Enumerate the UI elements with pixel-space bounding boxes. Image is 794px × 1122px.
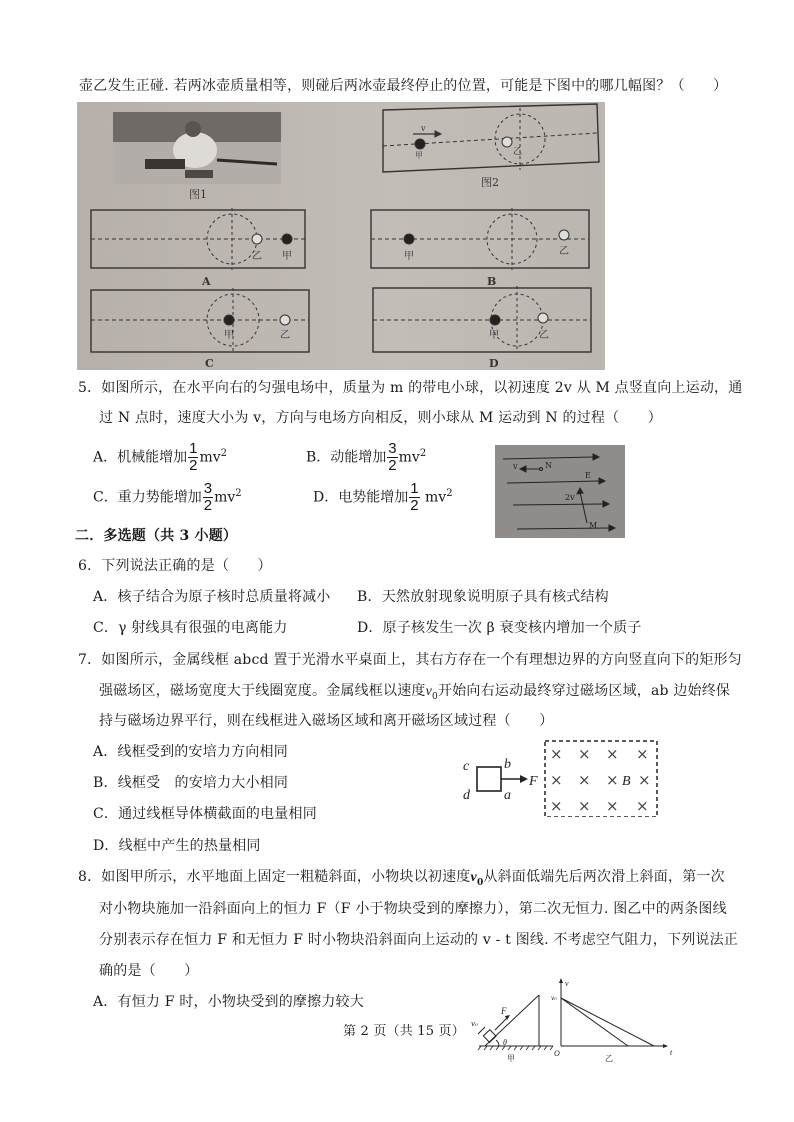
field-cross-icon: ×: [638, 771, 651, 789]
field-cross-icon: ×: [636, 797, 649, 815]
field-cross-icon: ×: [606, 771, 619, 789]
fig2-yi-label: 乙: [513, 147, 523, 157]
fig2-caption: 图2: [481, 176, 499, 189]
electric-field-figure: [495, 445, 625, 538]
figure-jia-caption: 甲: [507, 1054, 515, 1063]
q8-stem-line4: 确的是（ ）: [99, 963, 199, 979]
q5-option-d: D．电势能增加 $\frac{1}{2}$ $mv^2$: [313, 480, 453, 514]
fig-label-e: E: [585, 471, 591, 480]
q7-stem-line3: 持与磁场边界平行，则在线框进入磁场区域和离开磁场区域过程（ ）: [99, 713, 554, 729]
incline-v0-label: v₀: [471, 1020, 478, 1028]
fraction: $\frac{3}{2}$: [203, 480, 213, 514]
force-f-label: F: [529, 774, 538, 789]
field-cross-icon: ×: [550, 745, 563, 763]
q5-option-a: A．机械能增加 $\frac{1}{2}$ $mv^2$: [93, 440, 228, 474]
vt-t-axis-label: t: [670, 1048, 673, 1057]
incline-vt-figure: [465, 978, 700, 1064]
incline-force-label: F: [501, 1006, 507, 1016]
section-title-multiple-choice: 二．多选题（共 3 小题）: [75, 528, 238, 544]
q8-stem-line3: 分别表示存在恒力 F 和无恒力 F 时小物块沿斜面向上运动的 v - t 图线. 不考虑空气阻力，下列说法正: [99, 932, 738, 948]
corner-c: c: [463, 759, 470, 774]
q7-option-a: A．线框受到的安培力方向相同: [93, 744, 288, 760]
coil-field-diagram: [460, 737, 660, 817]
q8-stem-line1: 8．如图甲所示，水平地面上固定一粗糙斜面，小物块以初速度$v_0$从斜面低端先后两次滑上斜面，第一次: [78, 869, 725, 888]
fraction: $\frac{1}{2}$: [189, 440, 198, 474]
fig-label-m: M: [589, 521, 598, 530]
corner-b: b: [504, 757, 511, 772]
q6-option-a: A．核子结合为原子核时总质量将减小: [93, 589, 331, 605]
panel-b-yi: 乙: [559, 246, 569, 257]
panel-c-label: C: [205, 357, 214, 370]
panel-d-jia: 甲: [489, 330, 499, 341]
corner-a: a: [504, 788, 511, 803]
curling-figure: [77, 102, 605, 370]
vt-v-axis-label: v: [565, 979, 569, 988]
q6-stem: 6．下列说法正确的是（ ）: [78, 558, 272, 574]
field-cross-icon: ×: [578, 771, 591, 789]
panel-a-yi: 乙: [252, 251, 262, 262]
field-cross-icon: ×: [578, 745, 591, 763]
fig-label-v: v: [513, 462, 518, 471]
field-cross-icon: ×: [578, 797, 591, 815]
q6-option-c: C．γ 射线具有很强的电离能力: [93, 620, 288, 636]
field-b-label: B: [622, 774, 631, 789]
fig1-caption: 图1: [189, 188, 207, 201]
field-cross-icon: ×: [606, 797, 619, 815]
incline-and-vt-graph: [465, 978, 700, 1064]
q7-stem-line1: 7．如图所示，金属线框 abcd 置于光滑水平桌面上，其右方存在一个有理想边界的方向竖直向下的矩形匀: [78, 652, 742, 668]
curling-photo: [113, 112, 281, 184]
q4-stem-tail: 壶乙发生正碰. 若两冰壶质量相等，则碰后两冰壶最终停止的位置，可能是下图中的哪几幅图？（ ）: [79, 78, 728, 94]
fig2-velocity-label: v: [421, 124, 426, 133]
magnetic-field-figure: [460, 737, 660, 817]
q6-option-b: B．天然放射现象说明原子具有核式结构: [357, 589, 609, 605]
panel-c-jia: 甲: [224, 330, 234, 341]
q5-option-c: C．重力势能增加 $\frac{3}{2}$ $mv^2$: [93, 480, 242, 514]
field-cross-icon: ×: [550, 797, 563, 815]
q8-option-a: A．有恒力 F 时，小物块受到的摩擦力较大: [93, 994, 364, 1010]
field-cross-icon: ×: [606, 745, 619, 763]
field-cross-icon: ×: [636, 745, 649, 763]
panel-a-label: A: [202, 275, 211, 288]
corner-d: d: [463, 788, 470, 803]
panel-d-label: D: [489, 357, 499, 370]
q7-option-d: D．线框中产生的热量相同: [93, 838, 261, 854]
fig-label-n: N: [545, 461, 552, 470]
fig2-jia-label: 甲: [415, 151, 423, 160]
fig-label-2v: 2v: [565, 493, 575, 502]
curling-diagram: [77, 102, 605, 370]
field-diagram: [495, 445, 625, 538]
panel-b-label: B: [487, 275, 497, 288]
q6-option-d: D．原子核发生一次 β 衰变核内增加一个质子: [357, 620, 642, 636]
panel-b-jia: 甲: [404, 251, 414, 262]
q7-option-b: B．线框受 的安培力大小相同: [93, 775, 289, 791]
q5-stem-line2: 过 N 点时，速度大小为 v，方向与电场方向相反，则小球从 M 运动到 N 的过程（ ）: [99, 410, 662, 426]
panel-a-jia: 甲: [282, 251, 292, 262]
page-number-footer: 第 2 页（共 15 页）: [343, 1024, 465, 1039]
fraction: $\frac{1}{2}$: [410, 480, 419, 514]
q8-stem-line2: 对小物块施加一沿斜面向上的恒力 F（F 小于物块受到的摩擦力），第二次无恒力. 图乙中的两条图线: [99, 901, 727, 917]
q7-option-c: C．通过线框导体横截面的电量相同: [93, 806, 317, 822]
q5-option-b: B．动能增加 $\frac{3}{2}$ $mv^2$: [306, 440, 427, 474]
field-cross-icon: ×: [550, 771, 563, 789]
panel-d-yi: 乙: [539, 330, 549, 341]
panel-c-yi: 乙: [280, 330, 290, 341]
vt-v0-tick: v₀: [551, 995, 557, 1002]
q5-stem-line1: 5．如图所示，在水平向右的匀强电场中，质量为 m 的带电小球，以初速度 2v 从 M 点竖直向上运动，通: [78, 380, 743, 396]
fraction: $\frac{3}{2}$: [388, 440, 397, 474]
incline-angle-label: θ: [503, 1038, 507, 1047]
vt-origin-label: O: [554, 1049, 560, 1058]
q7-stem-line2: 强磁场区，磁场宽度大于线圈宽度。金属线框以速度$v_0$开始向右运动最终穿过磁场区域，ab 边始终保: [99, 683, 731, 702]
figure-yi-caption: 乙: [605, 1054, 613, 1063]
